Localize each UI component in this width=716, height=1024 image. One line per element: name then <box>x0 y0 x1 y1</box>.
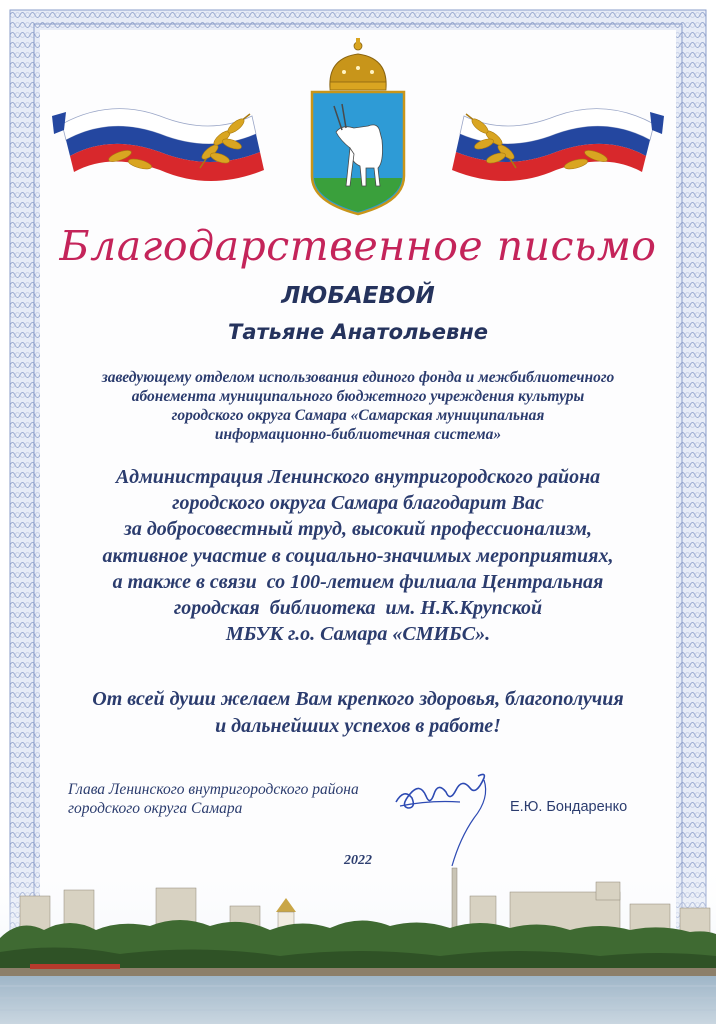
wishes-text <box>50 686 666 740</box>
signer-title-line: городского округа Самара <box>68 800 243 817</box>
signer-title <box>68 780 408 818</box>
document-title: Благодарственное письмо <box>59 222 657 270</box>
gratitude-text <box>60 464 656 647</box>
body-line: Администрация Ленинского внутригородского района <box>115 466 601 488</box>
signer-title-line: Глава Ленинского внутригородского района <box>68 781 359 798</box>
crown-icon <box>330 38 386 90</box>
samara-coat-of-arms-icon <box>312 92 404 214</box>
body-line: а также в связи со 100-летием филиала Центральная <box>112 570 604 593</box>
wishes-line: От всей души желаем Вам крепкого здоровья, благополучия <box>92 688 624 710</box>
header-emblem <box>50 36 666 216</box>
position-line: абонемента муниципального бюджетного учреждения культуры <box>131 388 585 405</box>
recipient-surname: ЛЮБАЕВОЙ <box>281 283 435 309</box>
body-line: МБУК г.о. Самара «СМИБС». <box>225 623 491 646</box>
wishes-line: и дальнейших успехов в работе! <box>215 715 501 737</box>
position-line: заведующему отделом использования единого фонда и межбиблиотечного <box>101 369 615 386</box>
signer-name: Е.Ю. Бондаренко <box>510 799 628 815</box>
body-line: городская библиотека им. Н.К.Крупской <box>173 597 543 620</box>
recipient-position <box>70 368 646 444</box>
body-line: за добросовестный труд, высокий профессионализм, <box>124 518 592 541</box>
position-line: городского округа Самара «Самарская муниципальная <box>171 407 545 424</box>
body-line: активное участие в социально-значимых мероприятиях, <box>102 544 614 567</box>
city-panorama-image <box>0 860 716 1024</box>
recipient-given-names: Татьяне Анатольевне <box>228 320 488 344</box>
body-line: городского округа Самара благодарит Вас <box>172 492 544 515</box>
position-line: информационно-библиотечная система» <box>214 426 502 443</box>
